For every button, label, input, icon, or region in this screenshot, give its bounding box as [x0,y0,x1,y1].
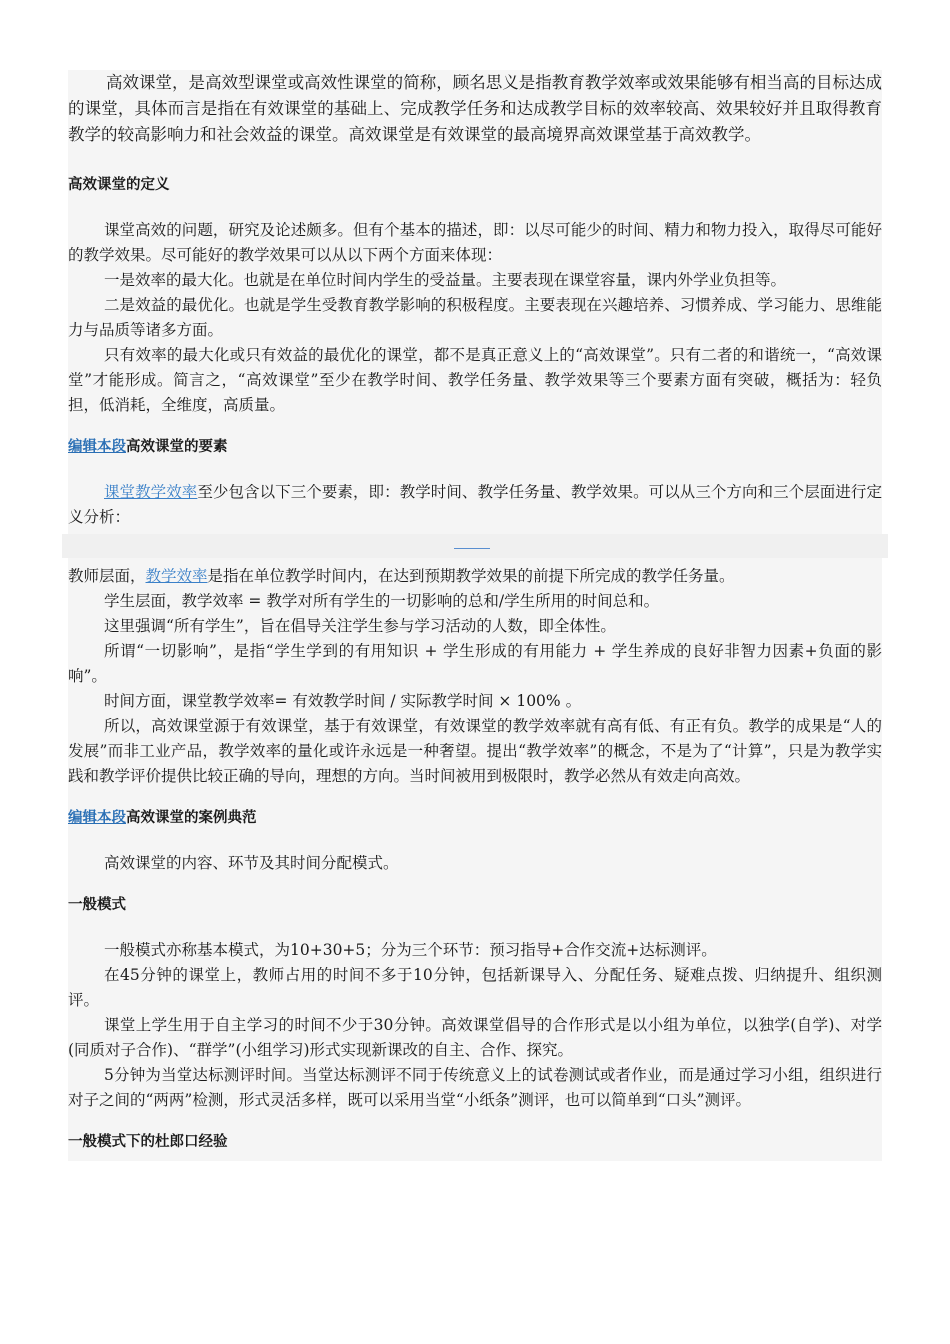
definition-body [68,218,882,418]
paragraph: 只有效率的最大化或只有效益的最优化的课堂，都不是真正意义上的“高效课堂”。只有二者的和谐统一，“高效课堂”才能形成。简言之，“高效课堂”至少在教学时间、教学任务量、教学效果等三个要素方面有突破，概括为：轻负担，低消耗，全维度，高质量。 [68,346,882,414]
paragraph: 所谓“一切影响”，是指“学生学到的有用知识 + 学生形成的有用能力 + 学生养成的良好非智力因素+负面的影响”。 [68,642,882,685]
paragraph: 5分钟为当堂达标测评时间。当堂达标测评不同于传统意义上的试卷测试或者作业，而是通过学习小组，组织进行对子之间的“两两”检测，形式灵活多样，既可以采用当堂“小纸条”测评，也可以简单到“口头”测评。 [68,1066,882,1109]
edit-section-link[interactable]: 编辑本段 [68,439,126,455]
section-heading-dulangkou: 一般模式下的杜郎口经验 [68,1134,228,1150]
intro-block [68,70,882,148]
article-content [68,70,882,1161]
intro-paragraph: 高效课堂，是高效型课堂或高效性课堂的简称，顾名思义是指教育教学效率或效果能够有相当高的目标达成的课堂，具体而言是指在有效课堂的基础上、完成教学任务和达成教学目标的效率较高、效果较好并且取得教育教学的较高影响力和社会效益的课堂。高效课堂是有效课堂的最高境界高效课堂基于高效教学。 [68,73,882,144]
edit-section-link[interactable]: 编辑本段 [68,810,126,826]
paragraph: 二是效益的最优化。也就是学生受教育教学影响的积极程度。主要表现在兴趣培养、习惯养成、学习能力、思维能力与品质等诸多方面。 [68,296,882,339]
section-heading-definition: 高效课堂的定义 [68,177,170,193]
paragraph: 这里强调“所有学生”，旨在倡导关注学生参与学习活动的人数，即全体性。 [104,617,616,635]
paragraph-text: 是指在单位教学时间内，在达到预期教学效果的前提下所完成的教学任务量。 [207,567,735,585]
section-heading-cases [68,807,882,829]
elements-body [68,480,882,789]
section-heading-elements [68,436,882,458]
general-mode-body [68,938,882,1113]
paragraph: 一是效率的最大化。也就是在单位时间内学生的受益量。主要表现在课堂容量，课内外学业负担等。 [104,271,787,289]
paragraph [68,564,882,589]
cases-body [68,851,882,876]
paragraph: 课堂上学生用于自主学习的时间不少于30分钟。高效课堂倡导的合作形式是以小组为单位，以独学(自学)、对学(同质对子合作)、“群学”(小组学习)形式实现新课改的自主、合作、探究。 [68,1016,882,1059]
paragraph-text: 教师层面， [68,567,146,585]
embedded-divider [62,534,888,558]
paragraph: 高效课堂的内容、环节及其时间分配模式。 [104,854,399,872]
teaching-efficiency-link[interactable]: 教学效率 [145,567,208,585]
paragraph-text: 至少包含以下三个要素，即：教学时间、教学任务量、教学效果。可以从三个方向和三个层面进行定义分析： [68,483,882,526]
classroom-efficiency-link[interactable]: 课堂教学效率 [104,483,198,501]
divider-mark [454,548,490,549]
paragraph: 学生层面，教学效率 = 教学对所有学生的一切影响的总和/学生所用的时间总和。 [104,592,660,610]
paragraph: 一般模式亦称基本模式，为10+30+5；分为三个环节：预习指导+合作交流+达标测评。 [104,941,717,959]
section-heading-general-mode: 一般模式 [68,897,126,913]
paragraph: 在45分钟的课堂上，教师占用的时间不多于10分钟，包括新课导入、分配任务、疑难点拨、归纳提升、组织测评。 [68,966,882,1009]
section-heading-text: 高效课堂的案例典范 [126,810,257,826]
paragraph [68,480,882,530]
paragraph: 所以，高效课堂源于有效课堂，基于有效课堂，有效课堂的教学效率就有高有低、有正有负。教学的成果是“人的发展”而非工业产品，教学效率的量化或许永远是一种奢望。提出“教学效率”的概念，不是为了“计算”，只是为教学实践和教学评价提供比较正确的导向，理想的方向。当时间被用到极限时，教学必然从有效走向高效。 [68,717,882,785]
paragraph: 课堂高效的问题，研究及论述颇多。但有个基本的描述，即：以尽可能少的时间、精力和物力投入，取得尽可能好的教学效果。尽可能好的教学效果可以从以下两个方面来体现： [68,221,882,264]
paragraph: 时间方面，课堂教学效率= 有效教学时间 / 实际教学时间 × 100% 。 [104,692,582,710]
section-heading-text: 高效课堂的要素 [126,439,228,455]
